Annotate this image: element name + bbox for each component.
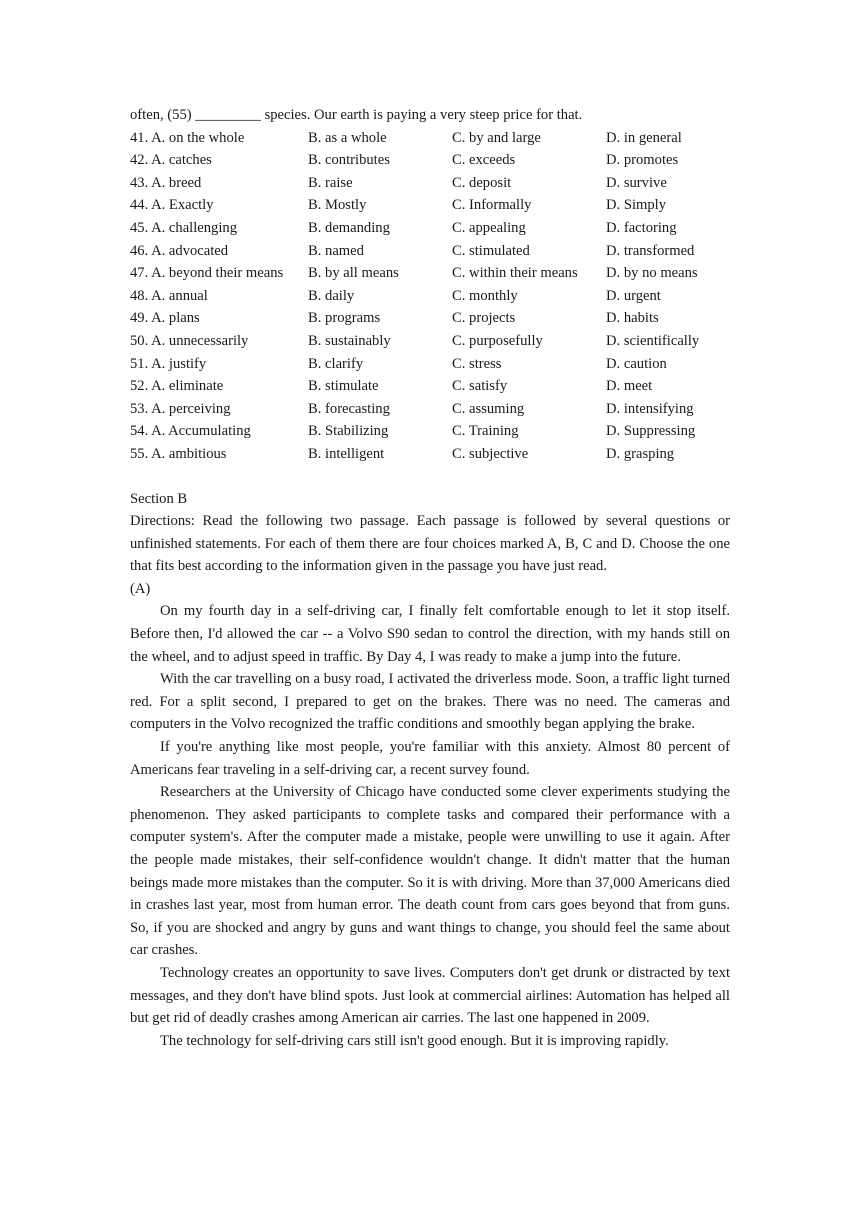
- directions-text: Directions: Read the following two passage. Each passage is followed by several questions or unfinished statements. For each of them there are four choices marked A, B, C and D. Choose the one that fits best according to the information given in the passage you have just read.: [130, 513, 730, 575]
- option-b: B. daily: [308, 287, 355, 304]
- option-c: C. monthly: [452, 287, 518, 304]
- option-a: 54. A. Accumulating: [130, 423, 251, 440]
- option-c: C. deposit: [452, 174, 512, 191]
- passage-paragraph: On my fourth day in a self-driving car, I finally felt comfortable enough to let it stop itself. Before then, I'd allowed the car -- a Volvo S90 sedan to control the direction, with my hands still on the wheel, and to adjust speed in traffic. By Day 4, I was ready to make a jump into the future.: [130, 603, 730, 665]
- option-b: B. sustainably: [308, 332, 391, 349]
- option-d: D. scientifically: [606, 332, 700, 349]
- option-d: D. Simply: [606, 197, 667, 214]
- passage-paragraph: Researchers at the University of Chicago have conducted some clever experiments studying the phenomenon. They asked participants to complete tasks and compared their performance with a computer system's. After the computer made a mistake, people were unwilling to use it again. After the people made mistakes, their self-confidence wouldn't change. It didn't matter that the human beings made more mistakes than the computer. So it is with driving. More than 37,000 Americans died in crashes last year, most from human error. The death count from cars goes beyond that from guns. So, if you are shocked and angry by guns and want things to change, you should feel the same about car crashes.: [130, 784, 730, 959]
- option-c: C. assuming: [452, 400, 525, 417]
- option-d: D. promotes: [606, 152, 679, 169]
- option-a: 53. A. perceiving: [130, 400, 231, 417]
- option-d: D. meet: [606, 378, 653, 395]
- top-line: often, (55) _________ species. Our earth is paying a very steep price for that.: [130, 107, 583, 123]
- question-row: [130, 330, 730, 353]
- option-b: B. clarify: [308, 355, 364, 372]
- option-a: 41. A. on the whole: [130, 129, 245, 146]
- passage-paragraph: With the car travelling on a busy road, I activated the driverless mode. Soon, a traffic light turned red. For a split second, I prepared to get on the brakes. There was no need. The cameras and computers in the Volvo recognized the traffic conditions and smoothly began applying the brake.: [130, 671, 730, 733]
- option-b: B. contributes: [308, 152, 390, 169]
- option-d: D. caution: [606, 355, 667, 372]
- option-d: D. habits: [606, 310, 659, 327]
- option-c: C. exceeds: [452, 152, 516, 169]
- option-a: 49. A. plans: [130, 310, 200, 327]
- question-row: [130, 240, 730, 263]
- option-c: C. subjective: [452, 445, 529, 462]
- option-a: 55. A. ambitious: [130, 445, 227, 462]
- question-row: [130, 217, 730, 240]
- question-row: [130, 127, 730, 150]
- option-a: 52. A. eliminate: [130, 378, 224, 395]
- question-row: [130, 262, 730, 285]
- passage-paragraph: The technology for self-driving cars still isn't good enough. But it is improving rapidly.: [160, 1032, 669, 1049]
- option-a: 44. A. Exactly: [130, 197, 214, 214]
- option-a: 51. A. justify: [130, 355, 207, 372]
- question-row: [130, 375, 730, 398]
- option-b: B. Stabilizing: [308, 423, 389, 440]
- option-a: 48. A. annual: [130, 287, 208, 304]
- passage-label: (A): [130, 580, 151, 597]
- question-row: [130, 307, 730, 330]
- question-list: [130, 127, 730, 466]
- option-b: B. forecasting: [308, 400, 390, 417]
- option-b: B. programs: [308, 310, 381, 327]
- option-b: B. named: [308, 242, 364, 259]
- option-a: 50. A. unnecessarily: [130, 332, 249, 349]
- passage-paragraph: Technology creates an opportunity to save lives. Computers don't get drunk or distracted by text messages, and they don't have blind spots. Just look at commercial airlines: Automation has helped all but get rid of deadly crashes among American air carries. The last one happened in 2009.: [130, 964, 730, 1027]
- option-b: B. demanding: [308, 219, 390, 236]
- spacer: [130, 466, 730, 488]
- passage-paragraph: If you're anything like most people, you're familiar with this anxiety. Almost 80 percent of Americans fear traveling in a self-driving car, a recent survey found.: [130, 739, 730, 778]
- option-d: D. by no means: [606, 265, 698, 282]
- option-b: B. intelligent: [308, 445, 385, 462]
- option-c: C. Informally: [452, 197, 532, 214]
- option-c: C. stress: [452, 355, 502, 372]
- option-a: 45. A. challenging: [130, 219, 238, 236]
- option-a: 46. A. advocated: [130, 242, 229, 259]
- question-row: [130, 353, 730, 376]
- option-b: B. Mostly: [308, 197, 367, 214]
- question-row: [130, 443, 730, 466]
- question-row: [130, 420, 730, 443]
- option-d: D. intensifying: [606, 400, 694, 417]
- option-c: C. satisfy: [452, 378, 508, 395]
- option-d: D. in general: [606, 129, 682, 146]
- question-row: [130, 172, 730, 195]
- option-b: B. stimulate: [308, 378, 379, 395]
- question-row: [130, 194, 730, 217]
- option-a: 43. A. breed: [130, 174, 202, 191]
- option-d: D. Suppressing: [606, 423, 696, 440]
- option-d: D. survive: [606, 174, 667, 191]
- option-c: C. appealing: [452, 219, 526, 236]
- option-a: 47. A. beyond their means: [130, 265, 284, 282]
- option-c: C. by and large: [452, 129, 541, 146]
- question-row: [130, 149, 730, 172]
- section-title: Section B: [130, 490, 188, 507]
- question-row: [130, 398, 730, 421]
- option-c: C. stimulated: [452, 242, 530, 259]
- option-c: C. projects: [452, 310, 516, 327]
- option-d: D. urgent: [606, 287, 661, 304]
- document-page: [130, 104, 730, 1052]
- option-d: D. grasping: [606, 445, 675, 462]
- question-row: [130, 285, 730, 308]
- option-c: C. Training: [452, 423, 519, 440]
- option-b: B. raise: [308, 174, 353, 191]
- option-c: C. within their means: [452, 265, 578, 282]
- option-d: D. factoring: [606, 219, 677, 236]
- option-a: 42. A. catches: [130, 152, 212, 169]
- option-d: D. transformed: [606, 242, 695, 259]
- option-c: C. purposefully: [452, 332, 543, 349]
- option-b: B. by all means: [308, 265, 399, 282]
- passage-body: [130, 600, 730, 1052]
- option-b: B. as a whole: [308, 129, 387, 146]
